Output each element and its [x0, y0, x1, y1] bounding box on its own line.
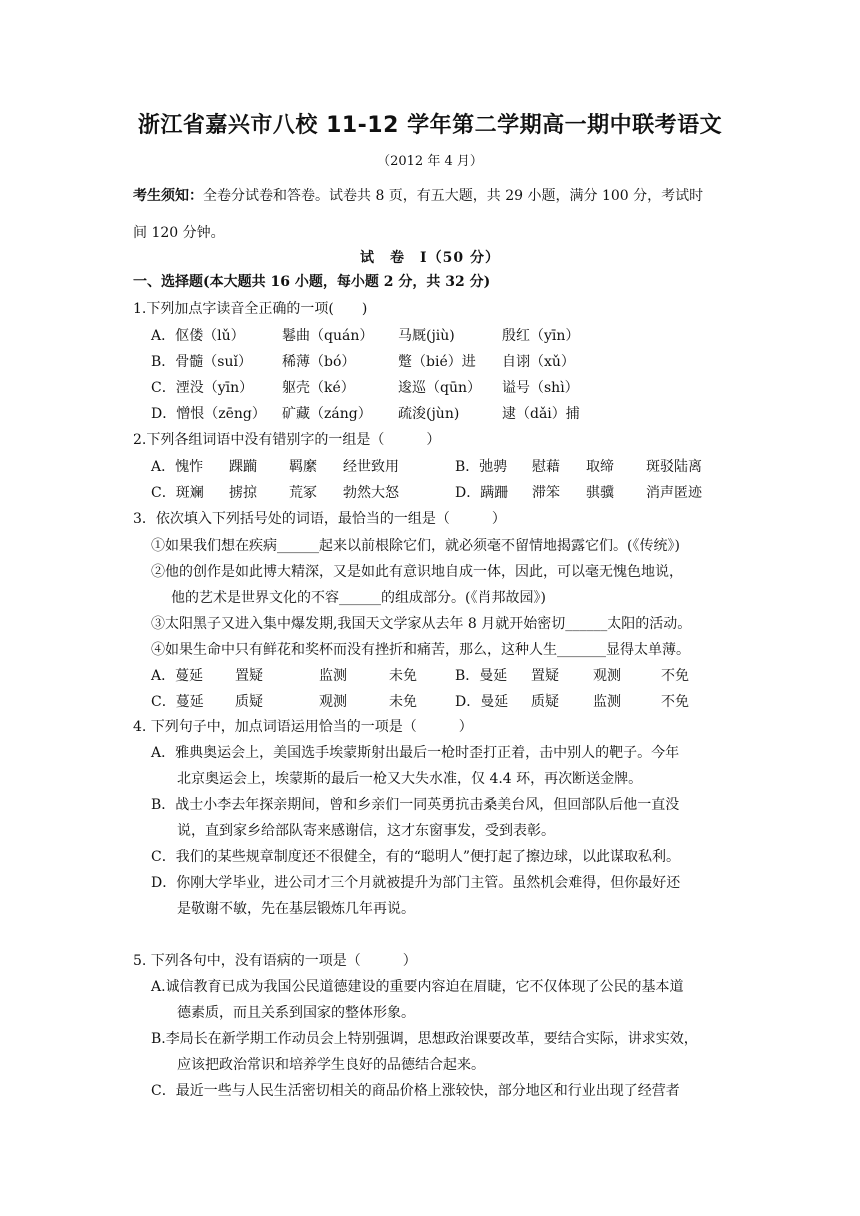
- q2-d-3: 骐骥: [586, 485, 614, 501]
- q4-b-line-1: B．战士小李去年探亲期间，曾和乡亲们一同英勇抗击桑美台风，但回部队后他一直没: [151, 797, 680, 813]
- q2-b-2: 慰藉: [532, 459, 560, 475]
- q3-b-3: 观测: [593, 668, 621, 684]
- notice-label: 考生须知：: [133, 188, 203, 204]
- q2-c-4: 勃然大怒: [343, 485, 399, 501]
- q1-b-4: 自诩（xǔ）: [502, 354, 575, 370]
- q1-d-1: D．憎恨（zēng）: [151, 406, 266, 422]
- q1-b-2: 稀薄（bó）: [282, 354, 356, 370]
- q5-a-line-2: 德素质，而且关系到国家的整体形象。: [177, 1005, 415, 1021]
- q3-stem: 3．依次填入下列括号处的词语，最恰当的一组是（ ）: [133, 511, 506, 527]
- q4-a-line-1: A．雅典奥运会上，美国选手埃蒙斯射出最后一枪时歪打正着，击中别人的靶子。今年: [151, 745, 680, 761]
- q2-d-4: 消声匿迹: [646, 485, 702, 501]
- q4-b-line-2: 说，直到家乡给部队寄来感谢信，这才东窗事发，受到表彰。: [177, 823, 555, 839]
- q1-d-2: 矿藏（záng）: [282, 406, 372, 422]
- notice-line-2: 间 120 分钟。: [133, 225, 225, 241]
- q5-b-line-1: B.李局长在新学期工作动员会上特别强调，思想政治课要改革，要结合实际，讲求实效，: [151, 1031, 698, 1047]
- part-title: 试 卷 Ⅰ（50 分）: [360, 250, 500, 266]
- q3-sentence-3: ③太阳黑子又进入集中爆发期,我国天文学家从去年 8 月就开始密切______太阳的活动。: [151, 616, 692, 632]
- q1-b-3: 蹩（bié）进: [398, 354, 476, 370]
- q3-a-4: 未免: [389, 668, 417, 684]
- q1-a-4: 殷红（yīn）: [502, 328, 580, 344]
- q3-b-2: 置疑: [531, 668, 559, 684]
- q1-b-1: B．骨髓（suǐ）: [151, 354, 252, 370]
- q1-d-4: 逮（dǎi）捕: [502, 406, 580, 422]
- q2-a-3: 羁縻: [289, 459, 317, 475]
- q1-c-2: 躯壳（ké）: [282, 380, 355, 396]
- q2-b-4: 斑驳陆离: [646, 459, 702, 475]
- q2-a-2: 踝躏: [229, 459, 257, 475]
- q3-d-4: 不免: [661, 694, 689, 710]
- q4-d-line-2: 是敬谢不敏，先在基层锻炼几年再说。: [177, 901, 415, 917]
- notice-text-1: 全卷分试卷和答卷。试卷共 8 页，有五大题，共 29 小题，满分 100 分，考试时: [203, 188, 704, 204]
- q3-a-1: A．蔓延: [151, 668, 204, 684]
- q1-d-3: 疏浚(jùn): [398, 406, 460, 422]
- q3-sentence-2a: ②他的创作是如此博大精深，又是如此有意识地自成一体，因此，可以毫无愧色地说，: [151, 564, 683, 580]
- q2-stem: 2.下列各组词语中没有错别字的一组是（ ）: [133, 432, 441, 448]
- q2-d-2: 滞笨: [532, 485, 560, 501]
- q5-stem: 5. 下列各句中，没有语病的一项是（ ）: [133, 953, 417, 969]
- q2-b-3: 取缔: [586, 459, 614, 475]
- q3-a-2: 置疑: [235, 668, 263, 684]
- q2-b-1: B．弛骋: [455, 459, 508, 475]
- notice-line-1: [133, 186, 733, 206]
- q1-a-3: 马厩(jiù): [398, 328, 455, 344]
- q2-a-1: A．愧怍: [151, 459, 204, 475]
- q2-c-2: 掳掠: [229, 485, 257, 501]
- q1-c-4: 谥号（shì）: [502, 380, 579, 396]
- exam-date: （2012 年 4 月）: [377, 154, 483, 169]
- q4-c-line-1: C．我们的某些规章制度还不很健全，有的“聪明人”便打起了擦边球，以此谋取私利。: [151, 849, 681, 865]
- page-title: 浙江省嘉兴市八校 11-12 学年第二学期高一期中联考语文: [137, 113, 723, 138]
- q4-d-line-1: D．你刚大学毕业，进公司才三个月就被提升为部门主管。虽然机会难得，但你最好还: [151, 875, 681, 891]
- q1-a-1: A．伛偻（lǔ）: [151, 328, 245, 344]
- q3-c-2: 质疑: [235, 694, 263, 710]
- q3-b-1: B．曼延: [455, 668, 508, 684]
- q1-stem: 1.下列加点字读音全正确的一项( ): [133, 301, 368, 317]
- q2-a-4: 经世致用: [343, 459, 399, 475]
- q3-sentence-2b: 他的艺术是世界文化的不容______的组成部分。(《肖邦故园》): [171, 590, 546, 606]
- q3-c-3: 观测: [319, 694, 347, 710]
- q3-b-4: 不免: [661, 668, 689, 684]
- q3-sentence-1: ①如果我们想在疾病______起来以前根除它们，就必须毫不留情地揭露它们。(《传统》): [151, 538, 680, 554]
- q2-c-3: 荒冢: [289, 485, 317, 501]
- q3-d-3: 监测: [593, 694, 621, 710]
- q5-a-line-1: A.诚信教育已成为我国公民道德建设的重要内容迫在眉睫，它不仅体现了公民的基本道: [151, 979, 684, 995]
- q2-c-1: C．斑斓: [151, 485, 204, 501]
- q1-c-3: 逡巡（qūn）: [398, 380, 481, 396]
- q3-c-1: C．蔓延: [151, 694, 204, 710]
- q4-stem: 4. 下列句子中，加点词语运用恰当的一项是（ ）: [133, 719, 473, 735]
- q3-c-4: 未免: [389, 694, 417, 710]
- q3-d-1: D．曼延: [455, 694, 509, 710]
- section-title: 一、选择题(本大题共 16 小题，每小题 2 分，共 32 分): [133, 274, 491, 290]
- q3-d-2: 质疑: [531, 694, 559, 710]
- q5-c-line-1: C．最近一些与人民生活密切相关的商品价格上涨较快，部分地区和行业出现了经营者: [151, 1083, 680, 1099]
- q1-c-1: C．湮没（yīn）: [151, 380, 254, 396]
- q5-b-line-2: 应该把政治常识和培养学生良好的品德结合起来。: [177, 1057, 485, 1073]
- q2-d-1: D．蹒跚: [455, 485, 509, 501]
- q1-a-2: 鬈曲（quán）: [282, 328, 374, 344]
- q4-a-line-2: 北京奥运会上，埃蒙斯的最后一枪又大失水准，仅 4.4 环，再次断送金牌。: [177, 771, 643, 787]
- q3-sentence-4: ④如果生命中只有鲜花和奖杯而没有挫折和痛苦，那么，这种人生_______显得太单薄。: [151, 642, 690, 658]
- q3-a-3: 监测: [319, 668, 347, 684]
